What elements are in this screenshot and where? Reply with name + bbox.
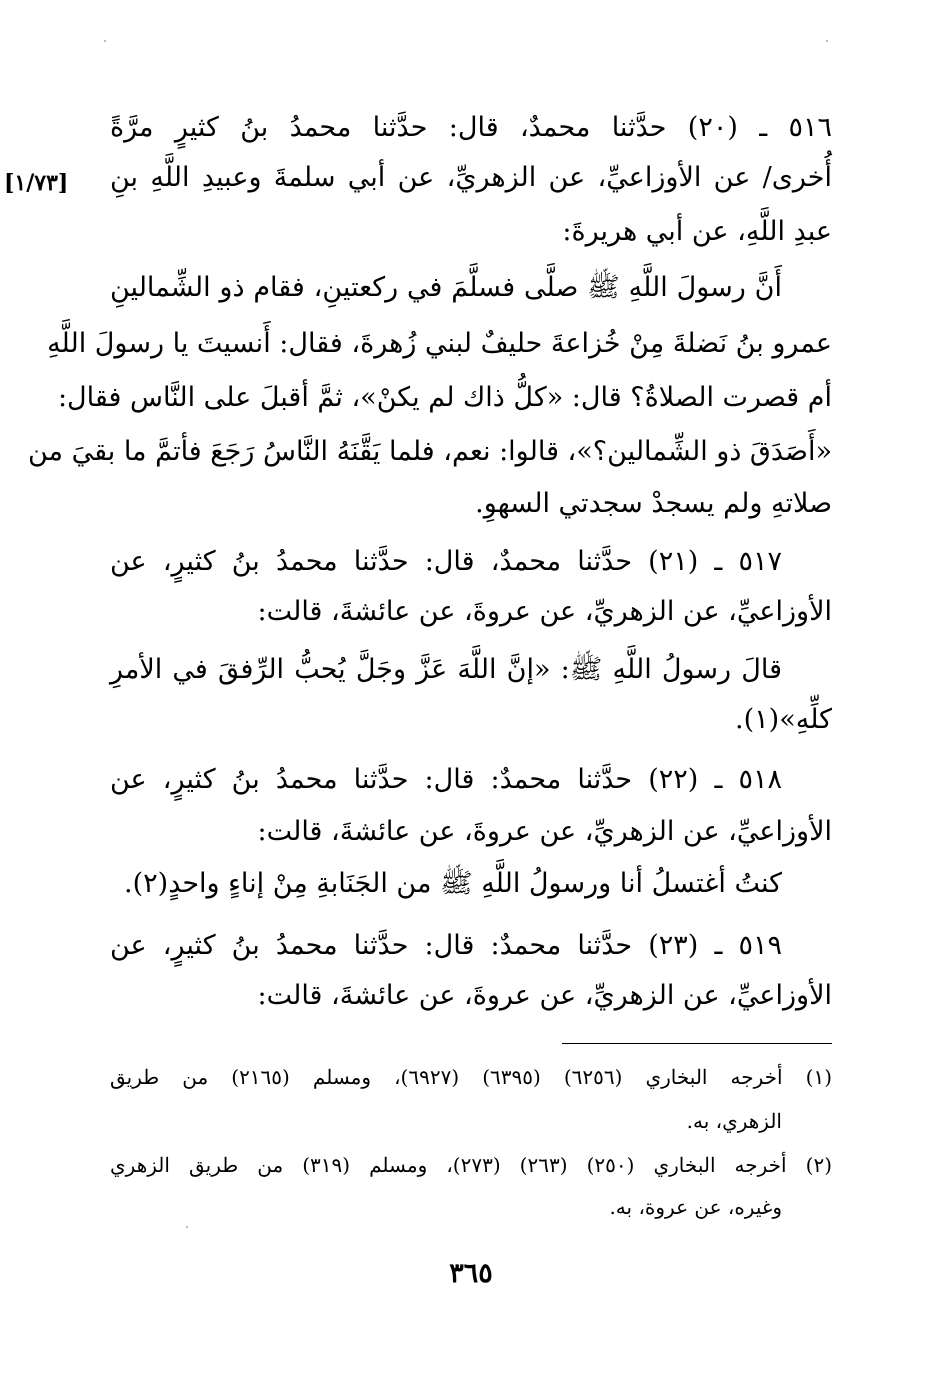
text-line: قالَ رسولُ اللَّهِ ﷺ: «إنَّ اللَّهَ عَزَّ وجَلَّ يُحبُّ الرِّفقَ في الأمرِ [110,654,782,685]
footnote-line: (٢) أخرجه البخاري (٢٥٠) (٢٦٣) (٢٧٣)، ومسلم (٣١٩) من طريق الزهري [110,1153,833,1177]
text-line: كلِّهِ»(١). [735,704,832,735]
text-line: عبدِ اللَّهِ، عن أبي هريرةَ: [562,216,832,247]
scan-speck [186,1226,188,1228]
text-line: الأوزاعيِّ، عن الزهريِّ، عن عروةَ، عن عائشةَ، قالت: [257,816,832,847]
scan-speck [104,40,106,42]
text-line: أَنَّ رسولَ اللَّهِ ﷺ صلَّى فسلَّمَ في ركعتينِ، فقام ذو الشِّمالينِ [110,272,782,303]
text-line: الأوزاعيِّ، عن الزهريِّ، عن عروةَ، عن عائشةَ، قالت: [257,980,832,1011]
scan-speck [826,40,828,42]
footnote-separator [562,1043,832,1044]
margin-reference: [١/٧٣] [4,170,69,196]
text-line: «أَصَدَقَ ذو الشِّمالين؟»، قالوا: نعم، فلما يَقَّنَهُ النَّاسُ رَجَعَ فأتمَّ ما بقيَ من [27,436,832,467]
text-line: عمرو بنُ نَضلةَ مِنْ خُزاعةَ حليفٌ لبني زُهرةَ، فقال: أَنسيتَ يا رسولَ اللَّهِ [47,328,832,359]
text-line: ٥١٧ ـ (٢١) حدَّثنا محمدٌ، قال: حدَّثنا محمدُ بنُ كثيرٍ، عن [110,546,782,577]
text-line: أم قصرت الصلاةُ؟ قال: «كلُّ ذاك لم يكنْ»، ثمَّ أقبلَ على النَّاس فقال: [57,382,832,413]
text-line: ٥١٦ ـ (٢٠) حدَّثنا محمدٌ، قال: حدَّثنا محمدُ بنُ كثيرٍ مرَّةً [110,112,832,143]
text-line: الأوزاعيِّ، عن الزهريِّ، عن عروةَ، عن عائشةَ، قالت: [257,596,832,627]
footnote-line: (١) أخرجه البخاري (٦٢٥٦) (٦٣٩٥) (٦٩٢٧)، ومسلم (٢١٦٥) من طريق [110,1065,832,1089]
footnote-line: وغيره، عن عروة، به. [609,1195,782,1219]
text-line: صلاتهِ ولم يسجدْ سجدتي السهوِ. [475,488,832,519]
text-line: ٥١٨ ـ (٢٢) حدَّثنا محمدٌ: قال: حدَّثنا محمدُ بنُ كثيرٍ، عن [110,764,782,795]
text-line: أُخرى/ عن الأوزاعيِّ، عن الزهريِّ، عن أبي سلمةَ وعبيدِ اللَّهِ بنِ [110,162,832,193]
text-line: كنتُ أغتسلُ أنا ورسولُ اللَّهِ ﷺ من الجَنَابةِ مِنْ إناءٍ واحدٍ(٢). [124,868,782,899]
page-number: ٣٦٥ [449,1258,493,1289]
text-line: ٥١٩ ـ (٢٣) حدَّثنا محمدٌ: قال: حدَّثنا محمدُ بنُ كثيرٍ، عن [110,930,782,961]
footnote-line: الزهري، به. [686,1109,782,1133]
